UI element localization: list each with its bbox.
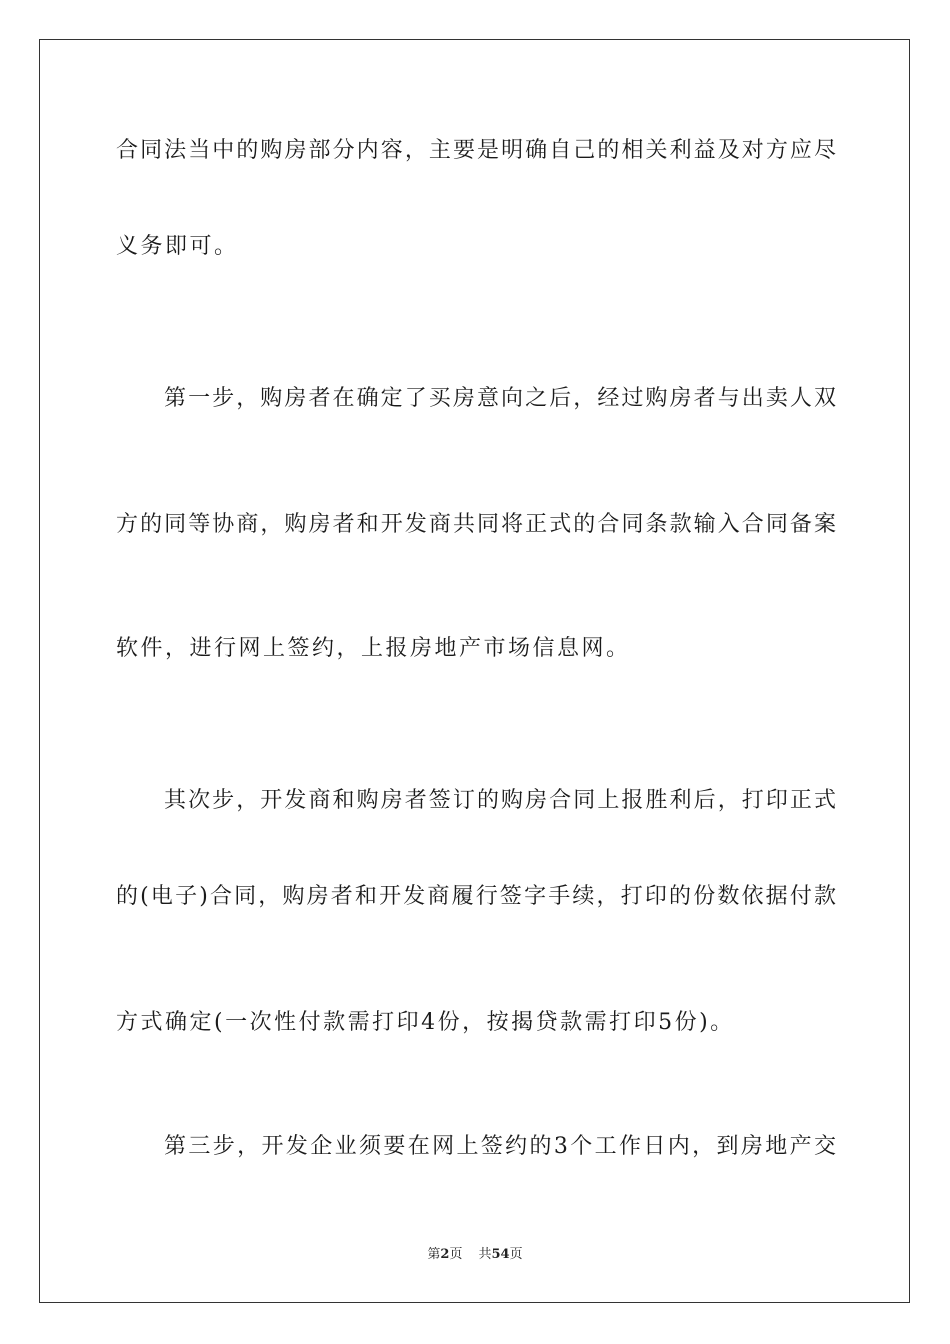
text-line-9: 第三步，开发企业须要在网上签约的3个工作日内，到房地产交 bbox=[164, 1134, 836, 1159]
text-line-4: 方的同等协商，购房者和开发商共同将正式的合同条款输入合同备案 bbox=[116, 512, 836, 537]
text-line-6: 其次步，开发商和购房者签订的购房合同上报胜利后，打印正式 bbox=[164, 788, 836, 813]
total-suffix: 页 bbox=[509, 1247, 523, 1262]
text-line-5: 软件，进行网上签约，上报房地产市场信息网。 bbox=[116, 636, 631, 661]
page-border bbox=[39, 39, 910, 1303]
text-line-7: 的(电子)合同，购房者和开发商履行签字手续，打印的份数依据付款 bbox=[116, 884, 836, 909]
page-suffix: 页 bbox=[449, 1247, 463, 1262]
page-footer bbox=[0, 1246, 950, 1264]
text-line-2: 义务即可。 bbox=[116, 234, 239, 259]
text-line-3: 第一步，购房者在确定了买房意向之后，经过购房者与出卖人双 bbox=[164, 386, 836, 411]
text-line-8: 方式确定(一次性付款需打印4份，按揭贷款需打印5份)。 bbox=[116, 1010, 735, 1035]
total-pages: 54 bbox=[491, 1247, 510, 1262]
page-prefix: 第 bbox=[427, 1247, 441, 1262]
page-number: 2 bbox=[440, 1247, 450, 1262]
total-prefix: 共 bbox=[478, 1247, 492, 1262]
text-line-1: 合同法当中的购房部分内容，主要是明确自己的相关利益及对方应尽 bbox=[116, 138, 836, 163]
